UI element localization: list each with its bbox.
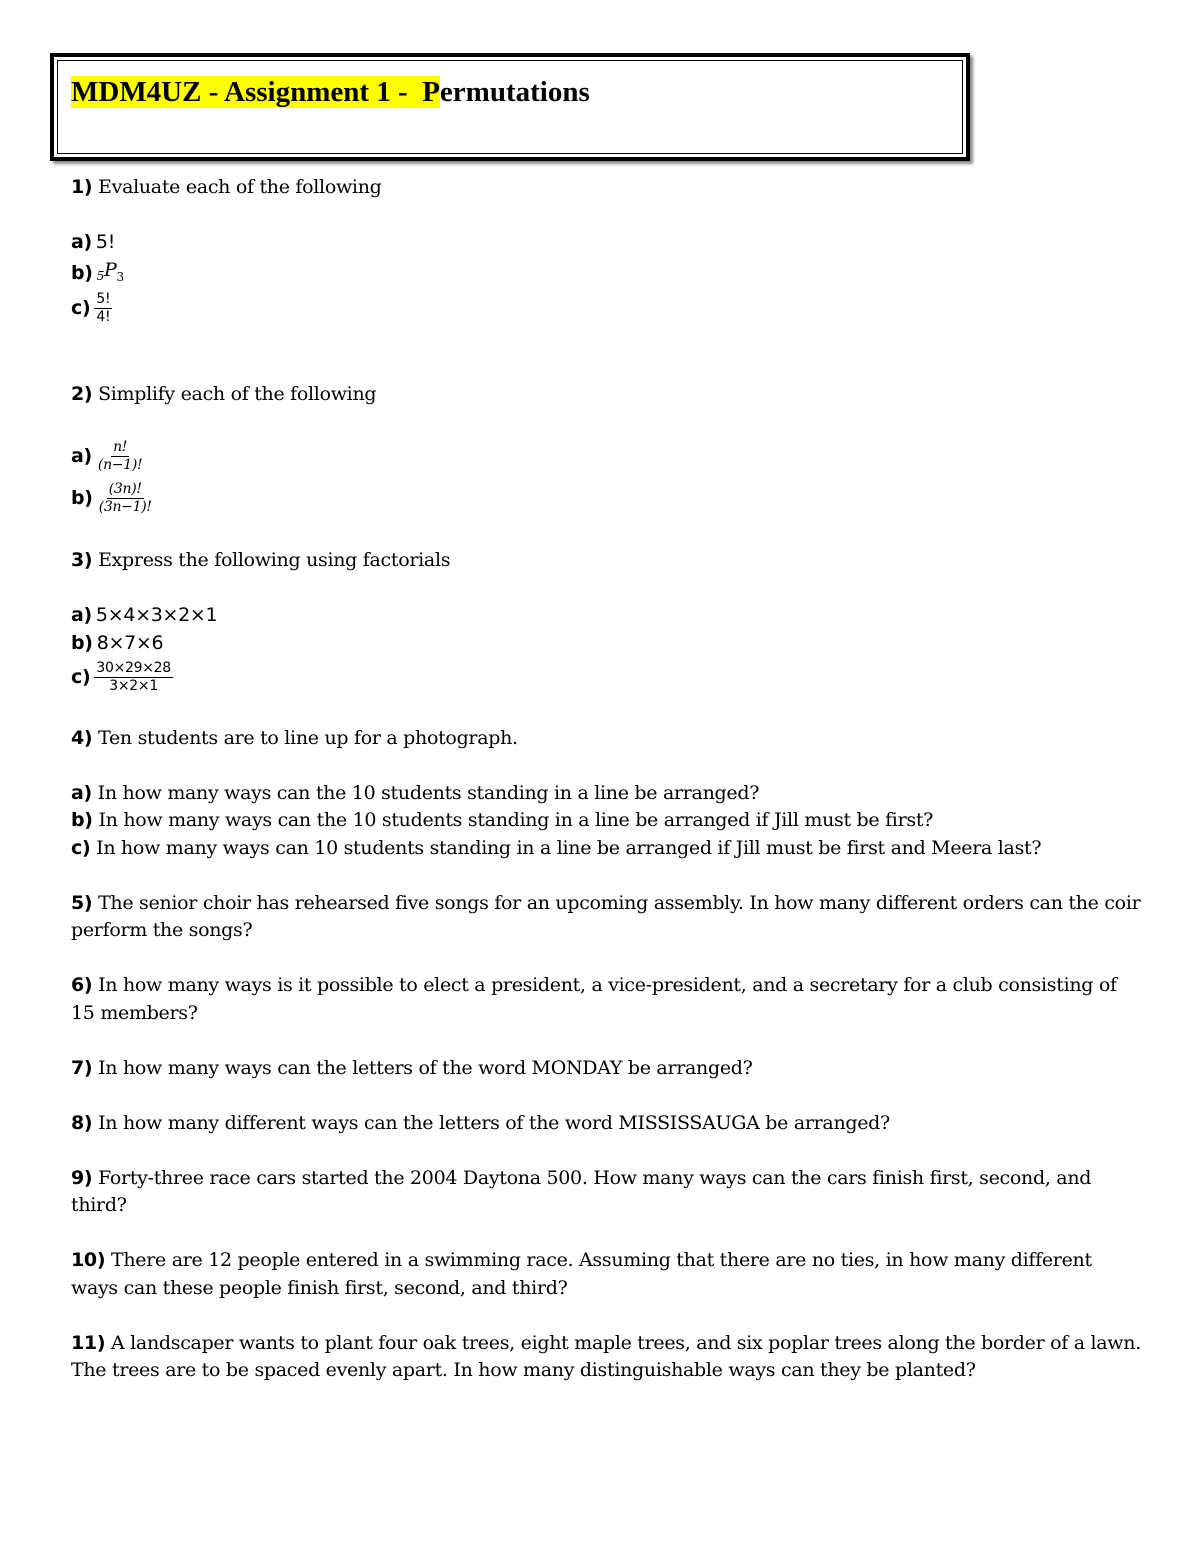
assignment-content [71, 174, 1141, 1385]
question-1c [71, 291, 1141, 326]
question-text: Express the following using factorials [98, 549, 451, 572]
question-5 [71, 890, 1141, 945]
part-label: a) [71, 445, 92, 468]
part-label: c) [71, 665, 91, 688]
part-label: b) [71, 631, 93, 654]
math-expression [97, 257, 124, 291]
part-label: b) [71, 487, 93, 510]
question-9 [71, 1165, 1141, 1220]
part-label: c) [71, 836, 91, 859]
question-number: 1) [71, 176, 93, 198]
question-text: Evaluate each of the following [98, 176, 382, 198]
question-number: 7) [71, 1056, 93, 1079]
question-text: In how many different ways can the letters of the word MISSISSAUGA be arranged? [98, 1111, 890, 1134]
math-fraction [96, 439, 144, 474]
question-8 [71, 1110, 1141, 1138]
question-text: Ten students are to line up for a photograph. [98, 726, 518, 749]
question-number: 11) [71, 1331, 106, 1354]
question-text: The senior choir has rehearsed five songs for an upcoming assembly. In how many different orders can the coir perform the songs? [71, 891, 1141, 942]
fraction-numerator: 30×29×28 [96, 659, 171, 676]
perm-r: 3 [116, 269, 124, 284]
fraction-denominator: (3n−1)! [98, 499, 152, 516]
question-number: 4) [71, 726, 93, 749]
fraction-numerator: (3n)! [108, 481, 142, 498]
math-fraction [97, 481, 154, 516]
question-text: In how many ways can the 10 students standing in a line be arranged if Jill must be first? [98, 809, 934, 832]
question-3 [71, 547, 1141, 575]
question-number: 3) [71, 549, 93, 572]
fraction-numerator: n! [113, 439, 128, 456]
question-2a [71, 436, 1141, 478]
question-10 [71, 1247, 1141, 1302]
perm-symbol: P [104, 258, 117, 281]
question-3a [71, 602, 1141, 630]
title-box [50, 53, 970, 161]
question-3b [71, 630, 1141, 658]
title-rest: ermutations [439, 76, 590, 108]
question-2b [71, 478, 1141, 520]
question-2 [71, 381, 1141, 409]
question-number: 6) [71, 974, 93, 997]
question-text: In how many ways is it possible to elect a president, a vice-president, and a secretary for a club consisting of 15 members? [71, 974, 1117, 1024]
fraction-numerator: 5! [96, 290, 111, 307]
part-label: b) [71, 809, 93, 832]
question-4 [71, 725, 1141, 753]
question-4c [71, 835, 1141, 863]
page-title [71, 74, 590, 110]
question-text: In how many ways can the letters of the word MONDAY be arranged? [98, 1056, 753, 1079]
fraction-denominator: (n−1)! [97, 457, 143, 474]
question-3c [71, 657, 1141, 697]
part-label: c) [71, 296, 91, 319]
question-text: In how many ways can the 10 students standing in a line be arranged? [97, 781, 760, 804]
part-label: a) [71, 781, 92, 804]
question-1 [71, 174, 1141, 202]
perm-n: 5 [96, 268, 105, 283]
math-expression: 8×7×6 [96, 631, 164, 654]
question-number: 8) [71, 1111, 93, 1134]
question-text: There are 12 people entered in a swimming race. Assuming that there are no ties, in how many different ways can these people finish first, second, and third? [71, 1249, 1092, 1299]
question-1a [71, 229, 1141, 257]
part-label: b) [71, 261, 93, 284]
question-1b [71, 257, 1141, 291]
title-highlighted: MDM4UZ - Assignment 1 - P [71, 76, 440, 108]
fraction-denominator: 3×2×1 [109, 677, 158, 694]
question-number: 9) [71, 1166, 93, 1189]
question-text: A landscaper wants to plant four oak trees, eight maple trees, and six poplar trees along the border of a lawn. The trees are to be spaced evenly apart. In how many distinguishable ways can they be planted? [71, 1331, 1141, 1382]
math-expression: 5! [95, 231, 116, 253]
question-6 [71, 972, 1141, 1027]
question-text: Forty-three race cars started the 2004 Daytona 500. How many ways can the cars finish first, second, and third? [71, 1166, 1092, 1217]
math-fraction [94, 291, 112, 326]
question-4a [71, 780, 1141, 808]
question-text: Simplify each of the following [98, 382, 377, 405]
math-expression: 5×4×3×2×1 [95, 604, 218, 627]
math-fraction [94, 660, 173, 695]
question-11 [71, 1330, 1141, 1385]
question-4b [71, 807, 1141, 835]
part-label: a) [71, 604, 92, 627]
question-number: 10) [71, 1249, 106, 1272]
question-number: 2) [71, 382, 93, 405]
question-text: In how many ways can 10 students standing in a line be arranged if Jill must be first and Meera last? [96, 836, 1042, 859]
question-7 [71, 1055, 1141, 1083]
question-number: 5) [71, 891, 93, 914]
part-label: a) [71, 231, 92, 253]
fraction-denominator: 4! [96, 308, 111, 325]
